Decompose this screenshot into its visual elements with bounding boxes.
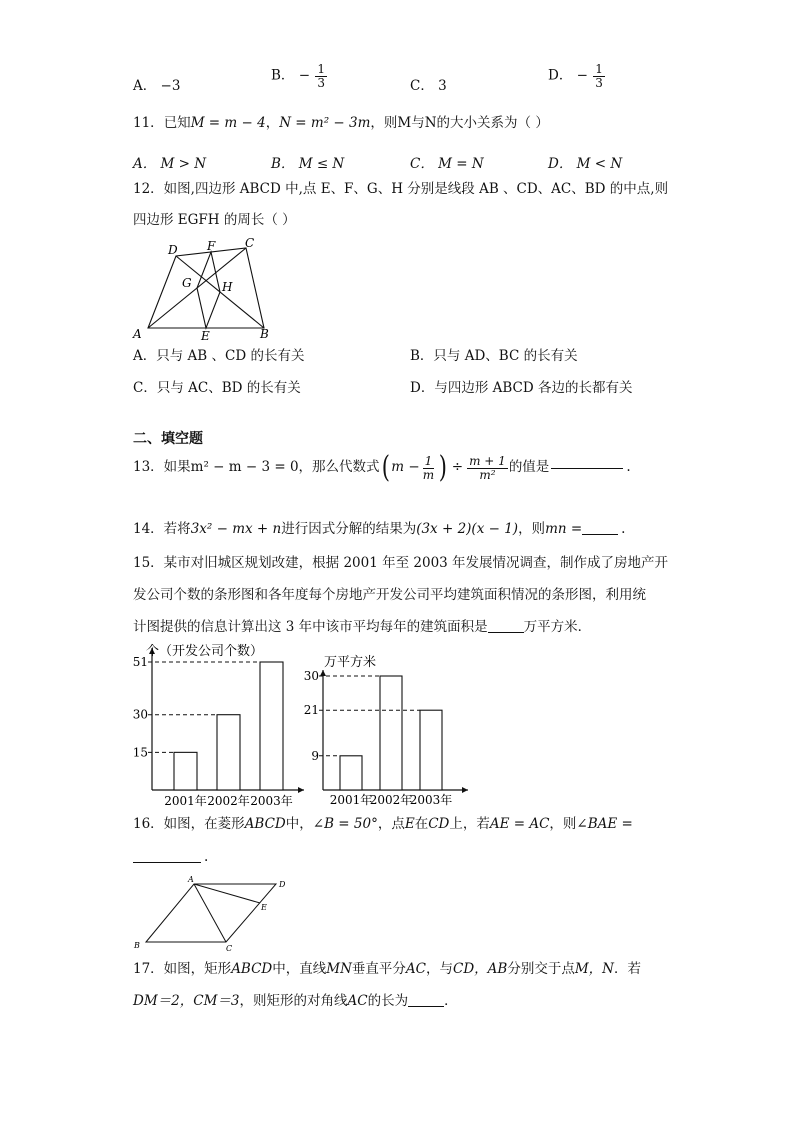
bar-2002年 [380,676,402,790]
quadrilateral-egfh [197,252,220,328]
bar-2001年 [174,752,197,790]
segment-ae [194,884,260,903]
quadrilateral-abcd [148,248,264,328]
answer-blank[interactable] [488,632,524,633]
q11-stem: 11．已知M = m − 4，N = m² − 3m，则M与N的大小关系为（ ） [133,115,549,131]
answer-blank[interactable] [408,1006,444,1007]
answer-blank[interactable] [133,862,201,863]
label-a: A [188,875,194,884]
q11-option-d: D． M < N [548,156,623,172]
answer-blank[interactable] [582,534,618,535]
chart-company-count [124,640,309,808]
q16-stem: 16．如图，在菱形ABCD中，∠B = 50°，点E在CD上，若AE = AC，则∠BAE = [133,816,633,832]
label-c: C [245,236,255,250]
label-f: F [207,239,216,253]
q17-line1: 17．如图，矩形ABCD中，直线MN垂直平分AC，与CD，AB分别交于点M，N．若 [133,961,641,977]
q12-quadrilateral-figure [128,234,278,342]
q11-option-c: C． M = N [410,156,484,172]
label-h: H [222,280,233,294]
q16-rhombus-figure [128,872,298,952]
chart-building-area [304,652,474,808]
x-tick-label: 2003年 [250,794,293,808]
bar-2003年 [260,662,283,790]
q12-option-c: C．只与 AC、BD 的长有关 [133,380,301,396]
rhombus-abcd [146,884,276,942]
label-e: E [201,329,210,342]
q13-stem: 13．如果m² − m − 3 = 0，那么代数式 ( m − $\frac{1}{m}$ ) ÷ $\frac{m + 1}{\text{m²}}$ 的值是 . [133,450,631,485]
q15-line2: 发公司个数的条形图和各年度每个房地产开发公司平均建筑面积情况的条形图，利用统 [133,587,646,603]
bar-2002年 [217,715,240,790]
y-tick-label: 30 [304,669,319,683]
y-tick-label: 9 [311,748,319,763]
label-d: D [279,880,286,889]
label-g: G [182,276,192,290]
label-b: B [134,941,140,950]
fraction: $\frac{1}{3}$ [595,62,603,90]
fraction: $\frac{1}{m}$ [422,453,435,482]
segment-ac [194,884,226,942]
q10-option-d: D． − $\frac{1}{3}$ [548,62,603,90]
y-tick-label: 30 [132,707,148,722]
q10-option-b: B． − $\frac{1}{3}$ [271,62,325,90]
q12-option-d: D．与四边形 ABCD 各边的长都有关 [410,380,633,396]
q11-option-a: A． M > N [133,156,207,172]
bar-2001年 [340,756,362,790]
y-tick-label: 15 [132,745,148,760]
fraction: $\frac{1}{3}$ [317,62,325,90]
q11-option-b: B． M ≤ N [271,156,345,172]
x-axis-arrow [462,787,468,793]
q12-stem-line1: 12．如图,四边形 ABCD 中,点 E、F、G、H 分别是线段 AB 、CD、AC、BD 的中点,则 [133,181,669,197]
y-axis-label: 个（开发公司个数） [146,644,264,659]
x-tick-label: 2002年 [207,794,250,808]
q17-line2: DM＝2，CM＝3，则矩形的对角线AC的长为 ． [133,993,458,1009]
x-tick-label: 2001年 [329,793,373,807]
fraction: $\frac{m + 1}{\text{m²}}$ [469,453,506,482]
x-tick-label: 2001年 [164,794,207,808]
y-axis-label: 万平方米 [324,655,377,670]
bar-2003年 [420,710,442,790]
label-c: C [226,944,233,952]
label-a: A [133,327,142,341]
answer-blank[interactable] [551,468,623,469]
q15-line1: 15．某市对旧城区规划改建，根据 2001 年至 2003 年发展情况调查，制作成了房地产开 [133,555,669,571]
q12-option-b: B．只与 AD、BC 的长有关 [410,348,578,364]
q14-stem: 14．若将3x² − mx + n进行因式分解的结果为(3x + 2)(x − 1)，则mn = . [133,521,626,537]
label-d: D [168,243,178,257]
q16-answer-line: . [133,851,208,865]
x-tick-label: 2002年 [369,793,413,807]
q12-option-a: A．只与 AB 、CD 的长有关 [133,348,305,364]
x-tick-label: 2003年 [409,793,453,807]
q10-option-a: A． −3 [133,78,181,94]
y-axis-arrow [320,670,326,676]
label-e: E [261,903,267,912]
q15-line3: 计图提供的信息计算出这 3 年中该市平均每年的建筑面积是 万平方米． [133,619,592,635]
q10-option-c: C． 3 [410,78,447,94]
q12-stem-line2: 四边形 EGFH 的周长（ ） [133,212,296,228]
y-tick-label: 21 [304,703,319,718]
label-b: B [260,327,269,341]
y-tick-label: 51 [132,655,148,669]
section-title: 二、填空题 [133,431,203,447]
